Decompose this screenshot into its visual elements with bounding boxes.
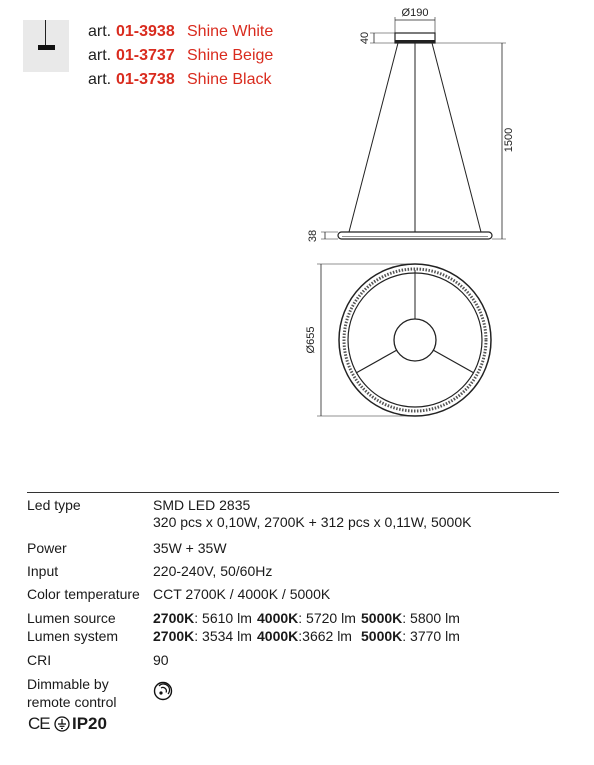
ring-diameter-label: Ø655	[305, 326, 317, 354]
spec-value-led-config: 320 pcs x 0,10W, 2700K + 312 pcs x 0,11W, 5000K	[153, 514, 472, 530]
spec-value-input: 220-240V, 50/60Hz	[153, 563, 273, 579]
ring-top-hub	[394, 319, 436, 361]
cct-key: 5000K	[361, 610, 403, 626]
article-name: Shine Black	[187, 71, 272, 88]
spec-label-dimmable-line1: Dimmable by	[27, 676, 109, 692]
canopy-base	[395, 40, 435, 43]
lumen-value: : 5610 lm	[194, 610, 252, 626]
cct-key: 2700K	[153, 628, 195, 644]
spec-label-lumen-system: Lumen system	[27, 628, 119, 644]
product-thumbnail-icon	[23, 20, 69, 72]
remote-dimming-icon	[153, 681, 173, 701]
article-prefix: art.	[88, 71, 112, 88]
ip-rating: IP20	[72, 714, 107, 733]
spec-value-color-temperature: CCT 2700K / 4000K / 5000K	[153, 586, 331, 602]
suspension-height-label: 1500	[503, 127, 515, 153]
spec-value-lumen-source	[153, 610, 463, 627]
lumen-value: : 3770 lm	[402, 628, 460, 644]
article-code: 01-3938	[116, 23, 175, 40]
spec-value-led-type: SMD LED 2835	[153, 497, 251, 513]
canopy-height-label: 40	[359, 31, 371, 45]
spec-value-lumen-system	[153, 628, 463, 645]
lumen-value: : 5720 lm	[298, 610, 356, 626]
article-code: 01-3738	[116, 71, 175, 88]
article-row	[88, 21, 274, 43]
article-prefix: art.	[88, 23, 112, 40]
suspension-cable-right	[432, 43, 481, 232]
lumen-value: :3662 lm	[298, 628, 352, 644]
article-name: Shine Beige	[187, 47, 274, 64]
article-name: Shine White	[187, 23, 274, 40]
ring-spoke	[433, 350, 474, 373]
article-row	[88, 69, 272, 91]
spec-label-power: Power	[27, 540, 67, 556]
thumbnail-cable	[45, 20, 46, 46]
canopy-diameter-label: Ø190	[401, 7, 429, 19]
suspension-cable-left	[349, 43, 398, 232]
spec-label-dimmable-line2: remote control	[27, 694, 117, 710]
article-code: 01-3737	[116, 47, 175, 64]
spec-value-cri: 90	[153, 652, 169, 668]
spec-value-power: 35W + 35W	[153, 540, 227, 556]
thumbnail-lamp	[38, 45, 55, 50]
ring-height-label: 38	[307, 229, 319, 243]
spec-label-cri: CRI	[27, 652, 52, 668]
technical-drawing	[290, 0, 530, 440]
spec-label-led-type: Led type	[27, 497, 81, 513]
cct-key: 4000K	[257, 628, 299, 644]
spec-label-color-temperature: Color temperature	[27, 586, 140, 602]
lumen-value: : 3534 lm	[194, 628, 252, 644]
cct-key: 2700K	[153, 610, 195, 626]
lumen-value: : 5800 lm	[402, 610, 460, 626]
cct-key: 4000K	[257, 610, 299, 626]
ring-spoke	[356, 350, 397, 373]
article-prefix: art.	[88, 47, 112, 64]
article-row	[88, 45, 274, 67]
spec-divider	[27, 492, 559, 493]
ce-mark: CE	[28, 714, 50, 733]
cct-key: 5000K	[361, 628, 403, 644]
spec-label-lumen-source: Lumen source	[27, 610, 116, 626]
spec-label-input: Input	[27, 563, 59, 579]
class-i-ground-icon	[54, 716, 70, 732]
ring-side	[338, 232, 492, 239]
